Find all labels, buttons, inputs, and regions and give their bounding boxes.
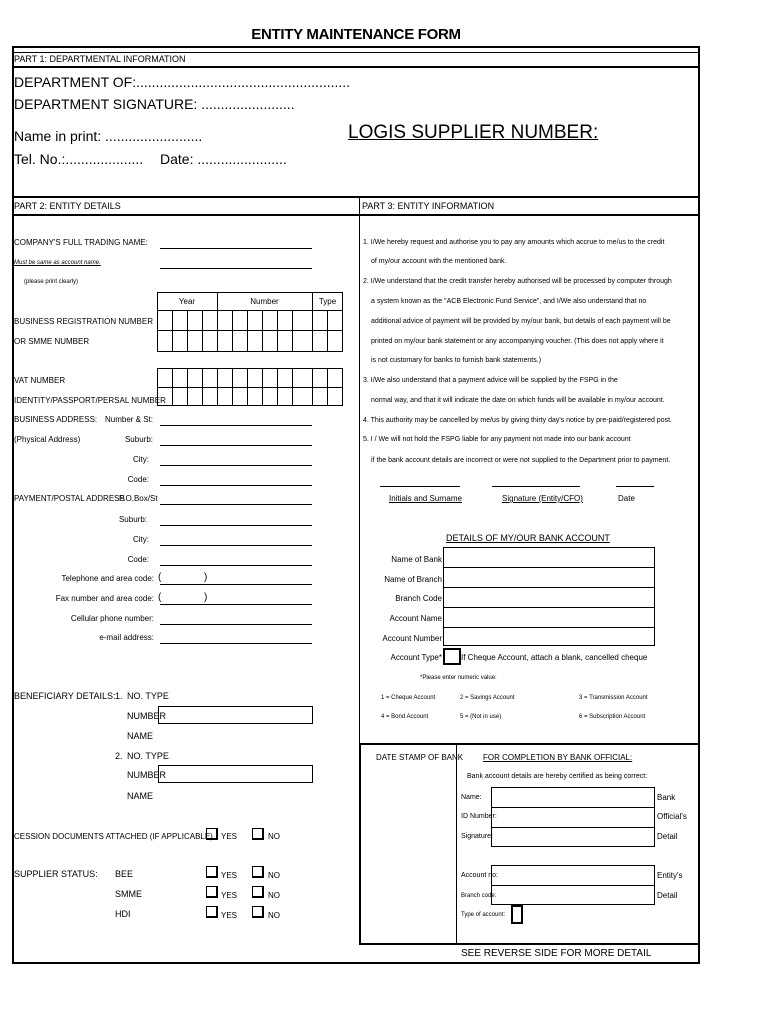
official-signature-label: Signature: <box>461 833 493 840</box>
identity-number-label: IDENTITY/PASSPORT/PERSAL NUMBER <box>14 396 166 405</box>
branch-code-official-label: Branch code: <box>461 893 497 899</box>
bee-no-label: NO <box>268 871 280 880</box>
name-in-print-field[interactable]: Name in print: ......................... <box>14 128 203 144</box>
beneficiary-2-number-input[interactable] <box>158 765 313 783</box>
reg-header-year: Year <box>178 297 196 306</box>
bank-name-label: Name of Bank <box>391 555 442 564</box>
status-smme-label: SMME <box>115 889 142 899</box>
part3-line-5: additional advice of payment will be provided by my/our bank, but details of each payment will be <box>371 318 671 325</box>
physical-address-label: (Physical Address) <box>14 435 81 444</box>
branch-name-label: Name of Branch <box>384 575 442 584</box>
must-be-same-note: Must be same as account name. <box>14 260 101 266</box>
signature-label: Signature (Entity/CFO) <box>502 494 583 503</box>
hdi-yes-label: YES <box>221 911 238 920</box>
form-title: ENTITY MAINTENANCE FORM <box>251 26 461 43</box>
beneficiary-1-number-label: NUMBER <box>127 711 167 721</box>
official-name-label: Name: <box>461 794 482 801</box>
email-label: e-mail address: <box>99 633 154 642</box>
print-clearly-note: (please print clearly) <box>24 279 79 285</box>
vat-number-label: VAT NUMBER <box>14 376 66 385</box>
date-field[interactable]: Date: ....................... <box>160 151 287 167</box>
part2-heading: PART 2: ENTITY DETAILS <box>14 201 121 211</box>
department-signature-field[interactable]: DEPARTMENT SIGNATURE: ........................ <box>14 96 295 112</box>
type-5: 5 = (Not in use) <box>460 714 502 720</box>
code2-label: Code: <box>127 555 149 564</box>
part3-line-11: 5. I / We will not hold the FSPG liable for any payment not made into our bank account <box>363 436 631 443</box>
company-name-label: COMPANY'S FULL TRADING NAME: <box>14 238 148 247</box>
code-input[interactable] <box>160 485 312 486</box>
suburb2-input[interactable] <box>160 525 312 526</box>
code-label: Code: <box>127 475 149 484</box>
type-2: 2 = Savings Account <box>460 695 515 701</box>
city2-label: City: <box>133 535 149 544</box>
business-address-label: BUSINESS ADDRESS: <box>14 415 98 424</box>
initials-label: Initials and Surname <box>389 494 462 503</box>
number-st-input[interactable] <box>160 425 312 426</box>
business-reg-label: BUSINESS REGISTRATION NUMBER <box>14 317 153 326</box>
cession-label: CESSION DOCUMENTS ATTACHED (IF APPLICABLE) <box>14 832 213 841</box>
cession-yes-checkbox[interactable] <box>206 828 218 840</box>
part3-line-9: normal way, and that it will indicate the date on which funds will be available in my/our account. <box>371 397 665 404</box>
beneficiary-1-type-label: NO. TYPE <box>127 691 169 701</box>
telephone-input[interactable] <box>160 584 312 585</box>
telephone-label: Telephone and area code: <box>61 574 154 583</box>
number-st-label: Number & St: <box>104 415 153 424</box>
bank-official-heading: FOR COMPLETION BY BANK OFFICIAL: <box>483 753 633 762</box>
smme-yes-label: YES <box>221 891 238 900</box>
date-sign-label: Date <box>618 494 635 503</box>
suburb-label: Suburb: <box>124 435 153 444</box>
bee-no-checkbox[interactable] <box>252 866 264 878</box>
cession-no-checkbox[interactable] <box>252 828 264 840</box>
city-label: City: <box>133 455 149 464</box>
reg-header-number: Number <box>250 297 279 306</box>
type-of-account-label: Type of account: <box>461 912 506 918</box>
beneficiary-1-number-input[interactable] <box>158 706 313 724</box>
initials-input[interactable] <box>380 486 460 487</box>
cheque-note: If Cheque Account, attach a blank, cancelled cheque <box>461 653 648 662</box>
beneficiary-label: BENEFICIARY DETAILS: <box>14 691 116 701</box>
date-stamp-label: DATE STAMP OF BANK <box>376 753 464 762</box>
email-input[interactable] <box>160 643 312 644</box>
hdi-no-label: NO <box>268 911 280 920</box>
type-6: 6 = Subscription Account <box>579 714 646 720</box>
certified-note: Bank account details are hereby certified as being correct: <box>467 773 648 780</box>
city-input[interactable] <box>160 465 312 466</box>
fax-paren-open: ( <box>158 592 162 603</box>
department-of-field[interactable]: DEPARTMENT OF:....................................................... <box>14 74 351 90</box>
beneficiary-1-no: 1. <box>115 691 123 701</box>
detail-side-label: Detail <box>657 832 678 841</box>
detail2-side-label: Detail <box>657 891 678 900</box>
status-bee-label: BEE <box>115 869 134 879</box>
smme-number-label: OR SMME NUMBER <box>14 337 90 346</box>
hdi-yes-checkbox[interactable] <box>206 906 218 918</box>
tel-no-field[interactable]: Tel. No.:.................... <box>14 151 144 167</box>
hdi-no-checkbox[interactable] <box>252 906 264 918</box>
cession-yes-label: YES <box>221 832 238 841</box>
part3-line-4: a system known as the "ACB Electronic Fund Service", and I/We also understand that no <box>371 298 647 305</box>
part3-heading: PART 3: ENTITY INFORMATION <box>362 201 495 211</box>
smme-no-checkbox[interactable] <box>252 886 264 898</box>
account-number-label: Account Number <box>382 634 442 643</box>
po-box-input[interactable] <box>160 504 312 505</box>
city2-input[interactable] <box>160 545 312 546</box>
beneficiary-1-name-label: NAME <box>127 731 154 741</box>
supplier-status-label: SUPPLIER STATUS: <box>14 869 98 879</box>
beneficiary-2-type-label: NO. TYPE <box>127 751 169 761</box>
po-box-label: P.O.Box/St <box>119 494 158 503</box>
part3-line-12: if the bank account details are incorrect or were not supplied to the Department prior to payment. <box>371 457 671 464</box>
smme-yes-checkbox[interactable] <box>206 886 218 898</box>
cellular-label: Cellular phone number: <box>70 614 154 623</box>
part3-line-3: 2. I/We understand that the credit transfer hereby authorised will be processed by computer through <box>363 278 672 285</box>
part3-line-6: printed on my/our bank statement or any accompanying voucher. (This does not apply where it <box>371 338 664 345</box>
status-hdi-label: HDI <box>115 909 131 919</box>
account-type-input[interactable] <box>443 648 461 665</box>
type-1: 1 = Cheque Account <box>381 695 436 701</box>
official-id-label: ID Number: <box>461 813 497 820</box>
telephone-paren-open: ( <box>158 572 162 583</box>
date-sign-input[interactable] <box>616 486 654 487</box>
fax-paren-close: ) <box>204 592 208 603</box>
type-4: 4 = Bond Account <box>381 714 429 720</box>
footer-note: SEE REVERSE SIDE FOR MORE DETAIL <box>461 948 652 959</box>
account-type-label: Account Type* <box>390 653 442 662</box>
part3-line-8: 3. I/We also understand that a payment advice will be supplied by the FSPG in the <box>363 377 618 384</box>
bee-yes-checkbox[interactable] <box>206 866 218 878</box>
part3-line-7: is not customary for banks to furnish bank statements.) <box>371 357 542 364</box>
telephone-paren-close: ) <box>204 572 208 583</box>
suburb2-label: Suburb: <box>118 515 147 524</box>
part3-line-1: 1. I/We hereby request and authorise you to pay any amounts which accrue to me/us to the credit <box>363 239 665 246</box>
reg-header-type: Type <box>318 297 337 306</box>
type-3: 3 = Transmission Account <box>579 695 648 701</box>
bank-details-box[interactable] <box>443 547 655 646</box>
bee-yes-label: YES <box>221 871 238 880</box>
code2-input[interactable] <box>160 565 312 566</box>
part3-line-10: 4. This authority may be cancelled by me/us by giving thirty day's notice by pre-paid/registered post. <box>363 417 672 424</box>
officials-side-label: Official's <box>657 812 687 821</box>
account-name-label: Account Name <box>389 614 442 623</box>
signature-input[interactable] <box>492 486 580 487</box>
entitys-side-label: Entity's <box>657 871 683 880</box>
fax-label: Fax number and area code: <box>55 594 154 603</box>
part1-heading: PART 1: DEPARTMENTAL INFORMATION <box>14 54 186 64</box>
numeric-note: *Please enter numeric value: <box>420 675 497 681</box>
beneficiary-2-number-label: NUMBER <box>127 770 167 780</box>
smme-no-label: NO <box>268 891 280 900</box>
cellular-input[interactable] <box>160 624 312 625</box>
type-of-account-input[interactable] <box>511 905 523 924</box>
bank-side-label: Bank <box>657 793 676 802</box>
branch-code-label: Branch Code <box>395 594 442 603</box>
beneficiary-2-name-label: NAME <box>127 791 154 801</box>
cession-no-label: NO <box>268 832 280 841</box>
postal-address-label: PAYMENT/POSTAL ADDRESS <box>14 494 125 503</box>
logis-supplier-number-label: LOGIS SUPPLIER NUMBER: <box>348 122 599 143</box>
bank-official-box[interactable] <box>491 787 655 847</box>
bank-details-heading: DETAILS OF MY/OUR BANK ACCOUNT <box>446 533 610 543</box>
fax-input[interactable] <box>160 604 312 605</box>
beneficiary-2-no: 2. <box>115 751 123 761</box>
part3-line-2: of my/our account with the mentioned bank. <box>371 258 507 265</box>
account-no-label: Account no: <box>461 872 498 879</box>
suburb-input[interactable] <box>160 445 312 446</box>
